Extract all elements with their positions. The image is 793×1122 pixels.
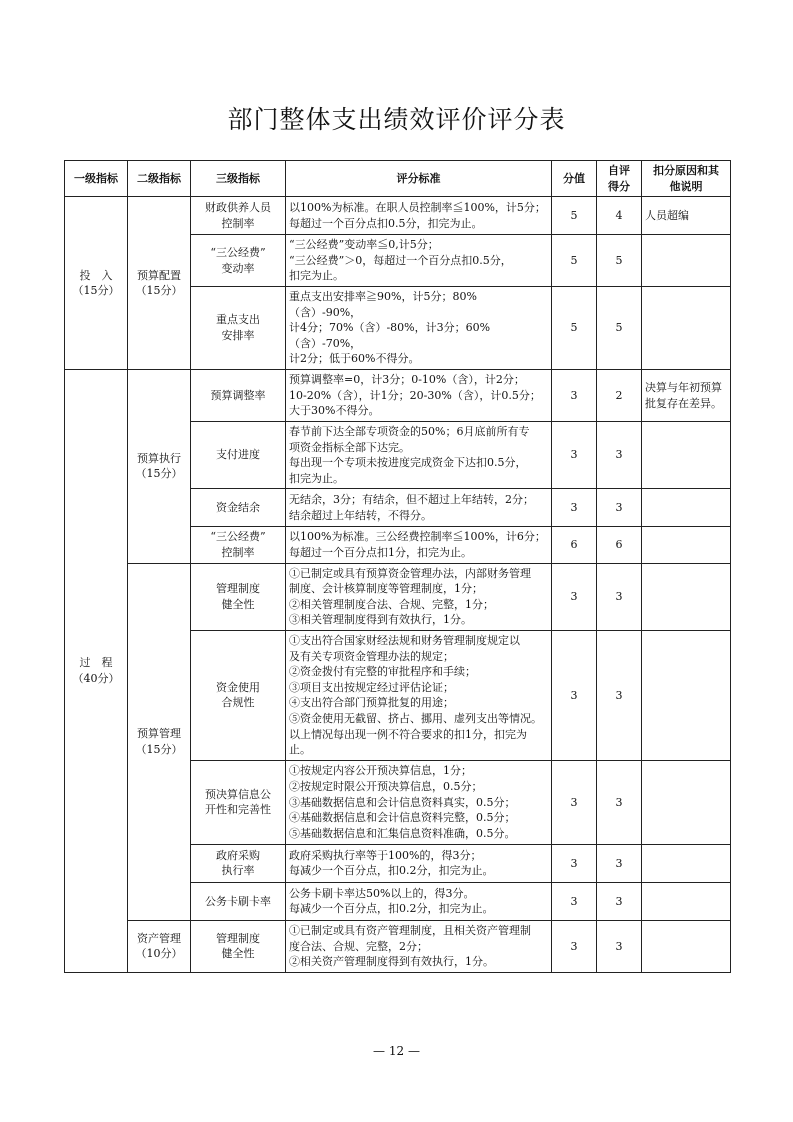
level1-cell [65, 197, 128, 370]
level3-line: 变动率 [221, 261, 255, 275]
level2-cell [128, 920, 191, 972]
level3-line: 控制率 [221, 216, 255, 230]
self-score-cell: 3 [597, 631, 642, 761]
note-cell [642, 489, 731, 527]
level3-line: 资金结余 [216, 501, 260, 515]
level3-line: “三公经费” [210, 530, 266, 544]
standard-cell [286, 882, 552, 920]
level1-cell [65, 370, 128, 973]
standard-cell [286, 527, 552, 563]
value-cell: 3 [552, 631, 597, 761]
value-cell: 5 [552, 287, 597, 370]
level2-name: 资产管理 [137, 931, 181, 945]
note-cell: 人员超编 [642, 197, 731, 235]
self-score-cell: 6 [597, 527, 642, 563]
standard-line: ①已制定或具有预算资金管理办法，内部财务管理 [289, 566, 531, 580]
self-score-cell: 3 [597, 844, 642, 882]
standard-line: 每超过一个百分点扣1分，扣完为止。 [289, 545, 472, 559]
self-score-cell: 3 [597, 760, 642, 844]
level3-cell [191, 563, 286, 630]
standard-cell [286, 920, 552, 972]
level3-line: 管理制度 [216, 582, 260, 596]
header-deduction-note-text: 扣分原因和其他说明 [653, 164, 719, 193]
value-cell: 6 [552, 527, 597, 563]
value-cell: 3 [552, 920, 597, 972]
standard-line: 公务卡刷卡率达50%以上的，得3分。 [289, 886, 475, 900]
header-level2: 二级指标 [128, 161, 191, 197]
standard-cell [286, 421, 552, 488]
note-cell [642, 844, 731, 882]
standard-line: ②相关管理制度合法、合规、完整，1分； [289, 597, 494, 611]
level3-cell [191, 760, 286, 844]
level3-line: 重点支出 [216, 313, 260, 327]
standard-line: 无结余，3分；有结余，但不超过上年结转，2分； [289, 493, 534, 507]
standard-cell [286, 563, 552, 630]
note-cell [642, 882, 731, 920]
standard-line: 项资金指标全部下达完。 [289, 440, 410, 454]
standard-line: “三公经费”变动率≦0,计5分； [289, 238, 439, 252]
table-row [65, 370, 731, 422]
header-self-score [597, 161, 642, 197]
standard-line: 以上情况每出现一例不符合要求的扣1分，扣完为止。 [289, 727, 527, 757]
level3-cell [191, 844, 286, 882]
level3-cell [191, 370, 286, 422]
standard-line: ②按规定时限公开预决算信息，0.5分； [289, 779, 483, 793]
table-row [65, 563, 731, 630]
level1-score: （40分） [72, 671, 120, 685]
level3-cell [191, 489, 286, 527]
value-cell: 3 [552, 370, 597, 422]
standard-line: 春节前下达全部专项资金的50%；6月底前所有专 [289, 424, 530, 438]
standard-line: 重点支出安排率≧90%，计5分；80%（含）-90%， [289, 290, 477, 319]
standard-line: 制度、会计核算制度等管理制度，1分； [289, 582, 483, 596]
table-header-row [65, 161, 731, 197]
level2-score: （15分） [135, 284, 183, 298]
level3-line: 执行率 [221, 864, 255, 878]
self-score-cell: 3 [597, 489, 642, 527]
self-score-cell: 5 [597, 287, 642, 370]
level3-cell [191, 235, 286, 287]
note-cell [642, 527, 731, 563]
standard-cell [286, 235, 552, 287]
level3-line: 控制率 [221, 545, 255, 559]
note-cell [642, 760, 731, 844]
note-cell [642, 287, 731, 370]
standard-cell [286, 370, 552, 422]
standard-line: 结余超过上年结转，不得分。 [289, 508, 432, 522]
self-score-cell: 2 [597, 370, 642, 422]
value-cell: 3 [552, 844, 597, 882]
level2-cell [128, 563, 191, 920]
standard-cell [286, 631, 552, 761]
standard-cell [286, 197, 552, 235]
standard-line: 每出现一个专项未按进度完成资金下达扣0.5分， [289, 456, 527, 470]
standard-line: ②资金拨付有完整的审批程序和手续； [289, 665, 476, 679]
level2-cell [128, 197, 191, 370]
standard-cell [286, 760, 552, 844]
standard-line: 及有关专项资金管理办法的规定； [289, 649, 454, 663]
standard-cell [286, 489, 552, 527]
level3-line: 预算调整率 [210, 388, 266, 402]
level3-line: 财政供养人员 [205, 201, 271, 215]
level3-cell [191, 882, 286, 920]
standard-line: 以100%为标准。三公经费控制率≦100%，计6分； [289, 530, 546, 544]
level3-line: 健全性 [221, 597, 255, 611]
self-score-cell: 3 [597, 882, 642, 920]
value-cell: 3 [552, 421, 597, 488]
note-cell [642, 235, 731, 287]
standard-line: ③相关管理制度得到有效执行，1分。 [289, 613, 472, 627]
level2-name: 预算配置 [137, 268, 181, 282]
scoring-table [64, 160, 731, 973]
standard-line: ①已制定或具有资产管理制度，且相关资产管理制 [289, 923, 531, 937]
level3-line: 公务卡刷卡率 [205, 894, 271, 908]
header-self-score-text: 自评得分 [608, 164, 630, 193]
header-level3: 三级指标 [191, 161, 286, 197]
standard-line: ④基础数据信息和会计信息资料完整，0.5分； [289, 811, 516, 825]
level1-score: （15分） [72, 284, 120, 298]
standard-line: ④支出符合部门预算批复的用途； [289, 696, 454, 710]
level3-line: 开性和完善性 [205, 803, 271, 817]
level3-cell [191, 421, 286, 488]
value-cell: 5 [552, 235, 597, 287]
self-score-cell: 3 [597, 563, 642, 630]
standard-line: ③项目支出按规定经过评估论证； [289, 680, 454, 694]
header-value: 分值 [552, 161, 597, 197]
level1-name: 投 入 [79, 268, 113, 282]
standard-line: 每减少一个百分点，扣0.2分，扣完为止。 [289, 902, 494, 916]
level1-name: 过 程 [79, 656, 113, 670]
standard-line: 以100%为标准。在职人员控制率≦100%，计5分； [289, 201, 546, 215]
level3-cell [191, 527, 286, 563]
page-number: — 12 — [373, 1044, 420, 1058]
value-cell: 3 [552, 882, 597, 920]
page-title: 部门整体支出绩效评价评分表 [227, 105, 566, 134]
standard-line: 每减少一个百分点，扣0.2分，扣完为止。 [289, 864, 494, 878]
level3-line: 支付进度 [216, 448, 260, 462]
standard-line: ①按规定内容公开预决算信息，1分； [289, 764, 472, 778]
level3-cell [191, 197, 286, 235]
self-score-cell: 4 [597, 197, 642, 235]
header-deduction-note [642, 161, 731, 197]
standard-line: ①支出符合国家财经法规和财务管理制度规定以 [289, 634, 520, 648]
level2-name: 预算执行 [137, 451, 181, 465]
level3-cell [191, 920, 286, 972]
level3-line: 政府采购 [216, 848, 260, 862]
standard-line: 预算调整率=0，计3分；0-10%（含），计2分； [289, 373, 525, 387]
standard-line: 每超过一个百分点扣0.5分，扣完为止。 [289, 216, 483, 230]
table-row [65, 197, 731, 235]
note-cell [642, 631, 731, 761]
standard-line: 扣完为止。 [289, 471, 344, 485]
standard-line: “三公经费”＞0，每超过一个百分点扣0.5分， [289, 253, 512, 267]
note-cell: 决算与年初预算批复存在差异。 [642, 370, 731, 422]
standard-line: 大于30%不得分。 [289, 404, 380, 418]
level2-cell [128, 370, 191, 563]
standard-line: 计2分；低于60%不得分。 [289, 352, 420, 366]
standard-line: ③基础数据信息和会计信息资料真实，0.5分； [289, 795, 516, 809]
note-cell [642, 563, 731, 630]
note-cell [642, 920, 731, 972]
standard-cell [286, 287, 552, 370]
level2-name: 预算管理 [137, 727, 181, 741]
standard-line: 计4分；70%（含）-80%，计3分；60%（含）-70%， [289, 321, 491, 350]
level2-score: （15分） [135, 742, 183, 756]
standard-line: 扣完为止。 [289, 269, 344, 283]
level3-line: “三公经费” [210, 246, 266, 260]
self-score-cell: 5 [597, 235, 642, 287]
self-score-cell: 3 [597, 421, 642, 488]
value-cell: 3 [552, 760, 597, 844]
value-cell: 3 [552, 489, 597, 527]
self-score-cell: 3 [597, 920, 642, 972]
level3-line: 资金使用 [216, 680, 260, 694]
level3-line: 管理制度 [216, 931, 260, 945]
level3-cell [191, 631, 286, 761]
value-cell: 3 [552, 563, 597, 630]
level2-score: （15分） [135, 467, 183, 481]
level3-line: 健全性 [221, 947, 255, 961]
level2-score: （10分） [135, 947, 183, 961]
level3-line: 预决算信息公 [205, 787, 271, 801]
standard-line: 度合法、合规、完整，2分； [289, 939, 428, 953]
level3-cell [191, 287, 286, 370]
standard-line: ⑤基础数据信息和汇集信息资料准确，0.5分。 [289, 826, 516, 840]
standard-line: ②相关资产管理制度得到有效执行，1分。 [289, 955, 494, 969]
note-cell [642, 421, 731, 488]
level3-line: 安排率 [221, 329, 255, 343]
standard-line: ⑤资金使用无截留、挤占、挪用、虚列支出等情况。 [289, 712, 542, 726]
level3-line: 合规性 [221, 696, 255, 710]
table-row [65, 920, 731, 972]
standard-line: 10-20%（含），计1分；20-30%（含），计0.5分； [289, 388, 541, 402]
header-level1: 一级指标 [65, 161, 128, 197]
header-standard: 评分标准 [286, 161, 552, 197]
standard-line: 政府采购执行率等于100%的，得3分； [289, 848, 482, 862]
value-cell: 5 [552, 197, 597, 235]
standard-cell [286, 844, 552, 882]
